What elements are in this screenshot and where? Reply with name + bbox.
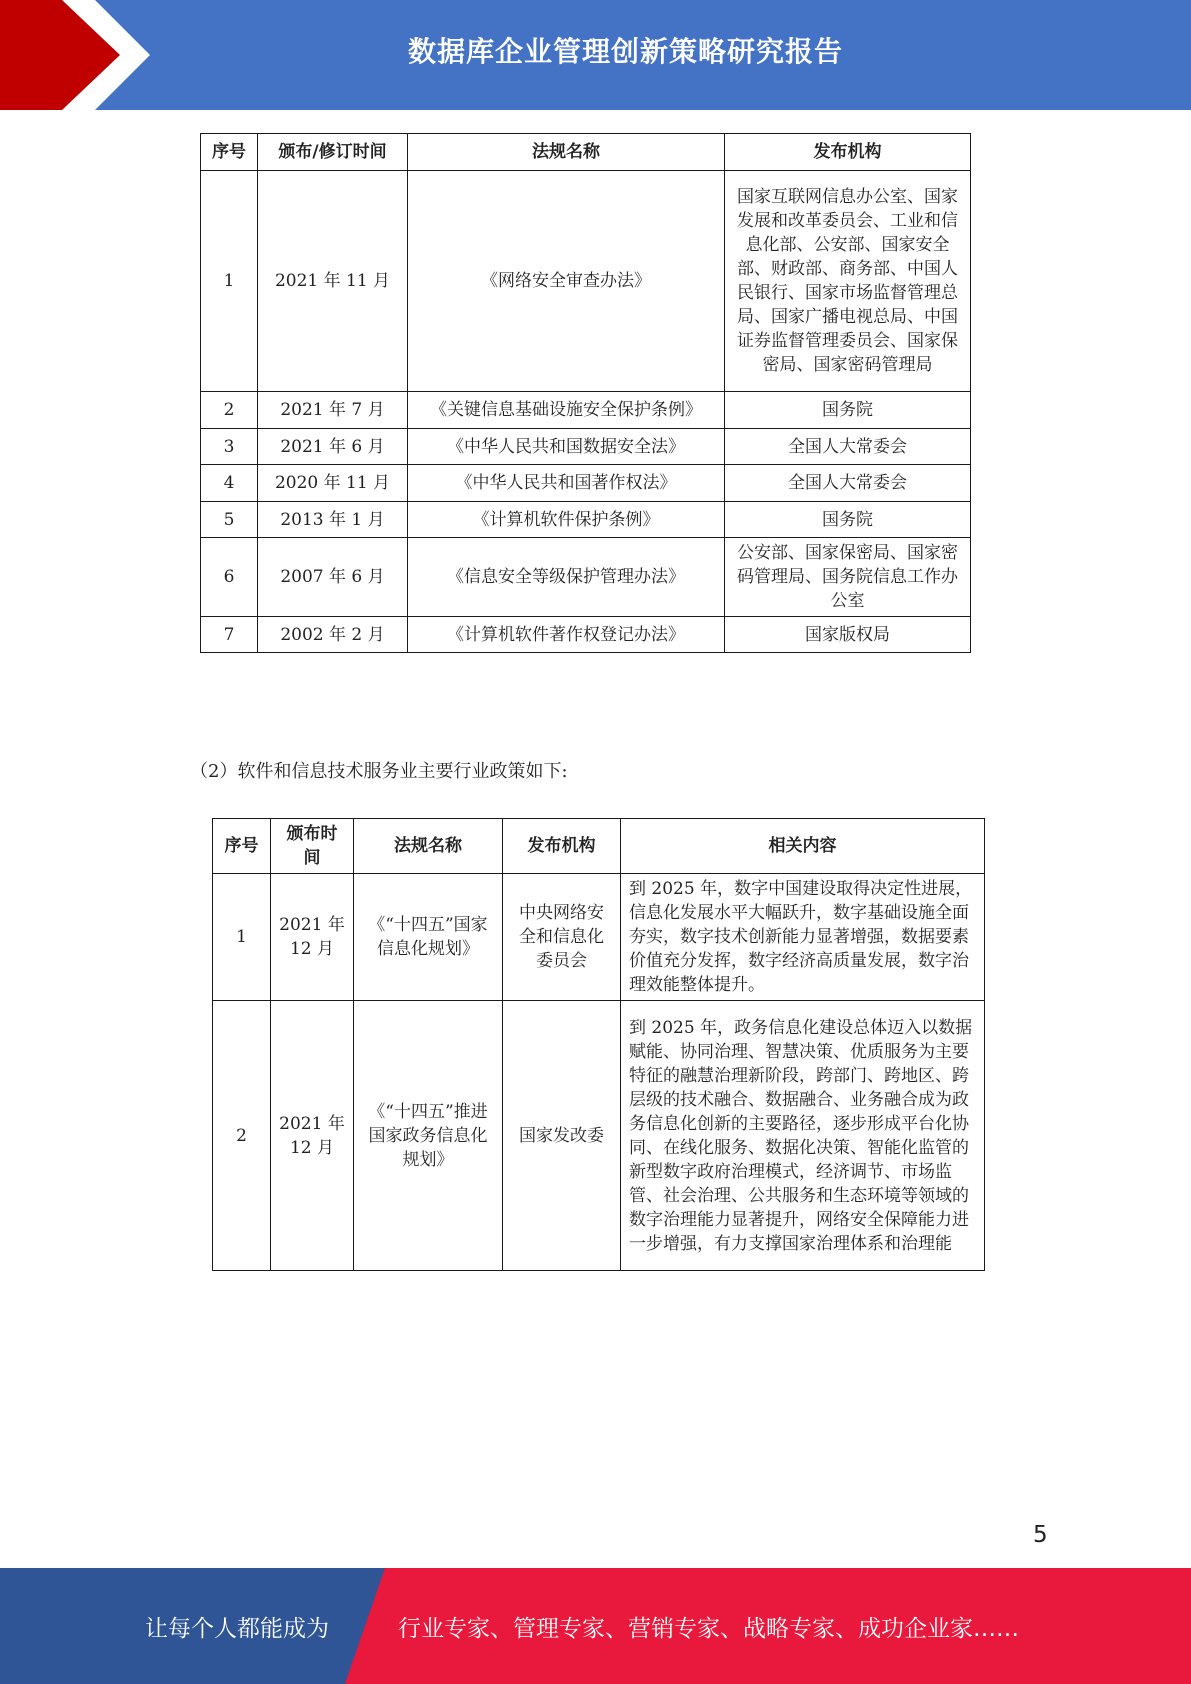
table-row bbox=[201, 617, 971, 653]
cell-date: 2013 年 1 月 bbox=[258, 502, 408, 538]
cell-index: 1 bbox=[213, 874, 271, 1001]
table-row bbox=[201, 171, 971, 392]
cell-content: 到 2025 年，政务信息化建设总体迈入以数据赋能、协同治理、智慧决策、优质服务为主要特征的融慧治理新阶段，跨部门、跨地区、跨层级的技术融合、数据融合、业务融合成为政务信息化创新的主要路径，逐步形成平台化协同、在线化服务、数据化决策、智能化监管的新型数字政府治理模式，经济调节、市场监管、社会治理、公共服务和生态环境等领域的数字治理能力显著提升，网络安全保障能力进一步增强，有力支撑国家治理体系和治理能 bbox=[621, 1001, 985, 1271]
cell-name: 《计算机软件著作权登记办法》 bbox=[408, 617, 725, 653]
table-row bbox=[201, 538, 971, 617]
col-header-name: 法规名称 bbox=[354, 819, 503, 874]
cell-name: 《网络安全审查办法》 bbox=[408, 171, 725, 392]
cell-issuer: 国务院 bbox=[725, 392, 971, 429]
page-header bbox=[0, 0, 1191, 110]
table-row bbox=[201, 429, 971, 465]
cell-index: 1 bbox=[201, 171, 258, 392]
cell-name: 《关键信息基础设施安全保护条例》 bbox=[408, 392, 725, 429]
page-footer bbox=[0, 1568, 1191, 1684]
col-header-index: 序号 bbox=[213, 819, 271, 874]
col-header-issuer: 发布机构 bbox=[725, 134, 971, 171]
table-row bbox=[201, 392, 971, 429]
cell-issuer: 国务院 bbox=[725, 502, 971, 538]
report-title: 数据库企业管理创新策略研究报告 bbox=[407, 35, 843, 68]
table-row bbox=[201, 465, 971, 502]
footer-slogan-right: 行业专家、管理专家、营销专家、战略专家、成功企业家…… bbox=[398, 1616, 1019, 1642]
cell-index: 7 bbox=[201, 617, 258, 653]
table-row bbox=[213, 1001, 985, 1271]
table-row bbox=[201, 502, 971, 538]
cell-index: 6 bbox=[201, 538, 258, 617]
col-header-date: 颁布时间 bbox=[271, 819, 354, 874]
cell-index: 3 bbox=[201, 429, 258, 465]
cell-issuer: 国家互联网信息办公室、国家发展和改革委员会、工业和信息化部、公安部、国家安全部、财政部、商务部、中国人民银行、国家市场监督管理总局、国家广播电视总局、中国证券监督管理委员会、国家保密局、国家密码管理局 bbox=[725, 171, 971, 392]
cell-date: 2020 年 11 月 bbox=[258, 465, 408, 502]
cell-index: 4 bbox=[201, 465, 258, 502]
cell-date: 2021 年 11 月 bbox=[258, 171, 408, 392]
industry-policy-table bbox=[212, 818, 985, 1271]
footer-slogan-left: 让每个人都能成为 bbox=[145, 1616, 329, 1642]
cell-name: 《计算机软件保护条例》 bbox=[408, 502, 725, 538]
cell-content: 到 2025 年，数字中国建设取得决定性进展，信息化发展水平大幅跃升，数字基础设施全面夯实，数字技术创新能力显著增强，数据要素价值充分发挥，数字经济高质量发展，数字治理效能整体提升。 bbox=[621, 874, 985, 1001]
cell-issuer: 国家版权局 bbox=[725, 617, 971, 653]
col-header-date: 颁布/修订时间 bbox=[258, 134, 408, 171]
cell-date: 2007 年 6 月 bbox=[258, 538, 408, 617]
cell-issuer: 公安部、国家保密局、国家密码管理局、国务院信息工作办公室 bbox=[725, 538, 971, 617]
cell-date: 2021 年 12 月 bbox=[271, 1001, 354, 1271]
cell-index: 2 bbox=[201, 392, 258, 429]
page-number: 5 bbox=[1033, 1522, 1048, 1548]
section-paragraph: （2）软件和信息技术服务业主要行业政策如下: bbox=[190, 761, 568, 782]
regulations-table bbox=[200, 133, 971, 653]
cell-issuer: 国家发改委 bbox=[503, 1001, 621, 1271]
col-header-issuer: 发布机构 bbox=[503, 819, 621, 874]
cell-date: 2021 年 12 月 bbox=[271, 874, 354, 1001]
cell-name: 《信息安全等级保护管理办法》 bbox=[408, 538, 725, 617]
cell-date: 2021 年 6 月 bbox=[258, 429, 408, 465]
table-row bbox=[213, 874, 985, 1001]
cell-index: 2 bbox=[213, 1001, 271, 1271]
cell-issuer: 全国人大常委会 bbox=[725, 429, 971, 465]
col-header-name: 法规名称 bbox=[408, 134, 725, 171]
cell-name: 《“十四五”推进国家政务信息化规划》 bbox=[354, 1001, 503, 1271]
cell-date: 2021 年 7 月 bbox=[258, 392, 408, 429]
cell-date: 2002 年 2 月 bbox=[258, 617, 408, 653]
cell-issuer: 全国人大常委会 bbox=[725, 465, 971, 502]
col-header-index: 序号 bbox=[201, 134, 258, 171]
cell-name: 《中华人民共和国著作权法》 bbox=[408, 465, 725, 502]
cell-index: 5 bbox=[201, 502, 258, 538]
cell-issuer: 中央网络安全和信息化委员会 bbox=[503, 874, 621, 1001]
cell-name: 《“十四五”国家信息化规划》 bbox=[354, 874, 503, 1001]
col-header-content: 相关内容 bbox=[621, 819, 985, 874]
cell-name: 《中华人民共和国数据安全法》 bbox=[408, 429, 725, 465]
